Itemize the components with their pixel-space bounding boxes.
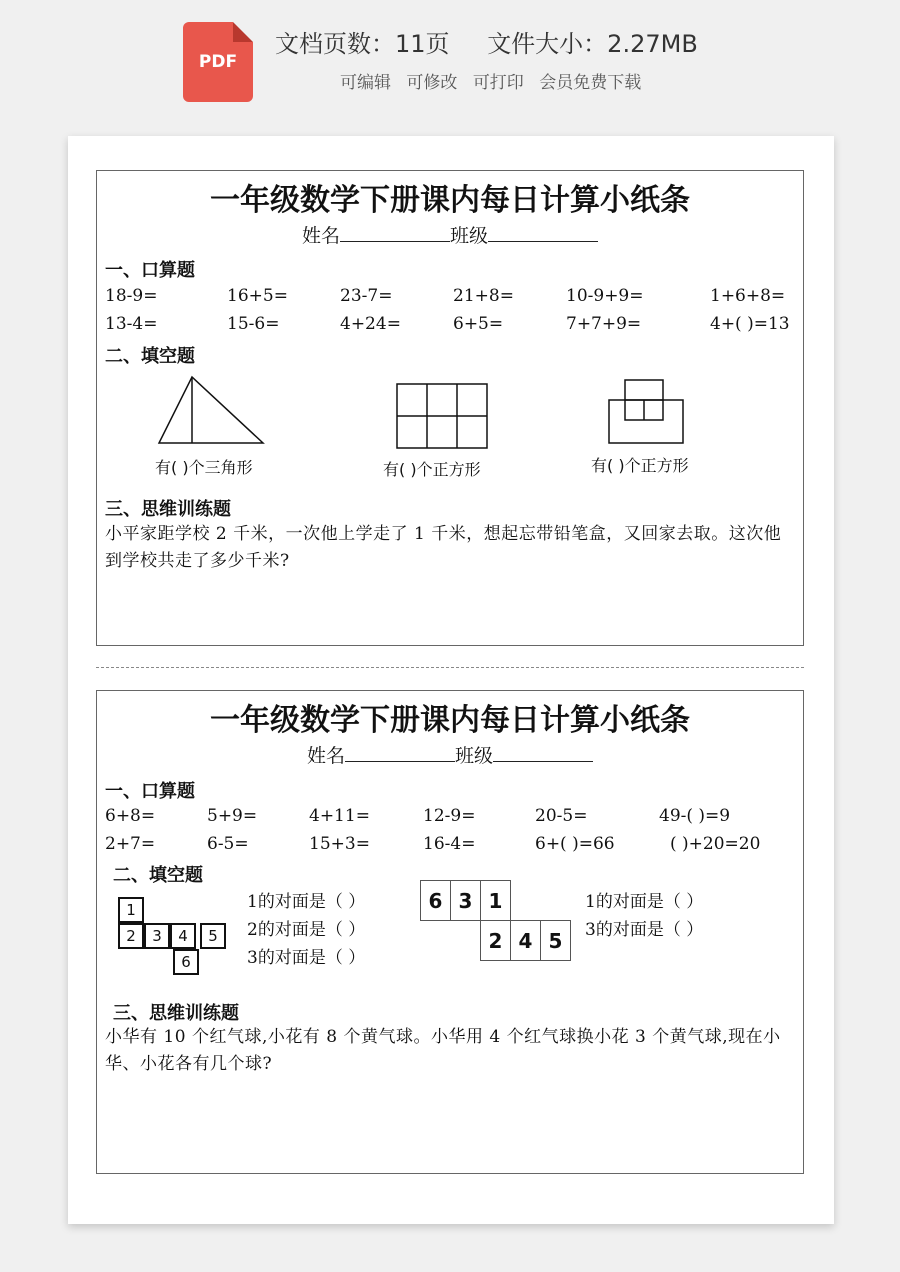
class-label: 班级	[450, 225, 489, 247]
name-label: 姓名	[306, 745, 345, 767]
face-question: 1的对面是（ ）	[585, 892, 704, 912]
overlap-squares-figure	[607, 378, 687, 446]
pdf-file-icon: PDF	[183, 22, 253, 102]
worksheet-title: 一年级数学下册课内每日计算小纸条	[210, 183, 690, 218]
equation: 4+24=	[340, 314, 401, 334]
net-cell: 4	[170, 923, 196, 949]
equation: 23-7=	[340, 286, 393, 306]
section-heading: 三、思维训练题	[113, 1003, 239, 1024]
net-cell: 6	[420, 880, 451, 921]
net-cell: 3	[144, 923, 170, 949]
face-question: 1的对面是（ ）	[247, 892, 366, 912]
name-class-line	[97, 221, 803, 248]
equation: 5+9=	[207, 806, 258, 826]
name-blank	[345, 744, 455, 762]
net-cell: 1	[480, 880, 511, 921]
figure-label: 有( )个正方形	[383, 460, 481, 479]
equation: 21+8=	[453, 286, 514, 306]
tag-modifiable: 可修改	[406, 73, 458, 93]
equation: 6+( )=66	[535, 834, 615, 854]
equation: 12-9=	[423, 806, 476, 826]
face-question: 2的对面是（ ）	[247, 920, 366, 940]
file-size: 文件大小：2.27MB	[487, 30, 698, 58]
doc-meta	[275, 24, 728, 59]
equation: 18-9=	[105, 286, 158, 306]
tag-printable: 可打印	[472, 73, 524, 93]
equation: 4+11=	[309, 806, 370, 826]
tag-editable: 可编辑	[340, 73, 391, 93]
name-class-line	[97, 741, 803, 768]
equation: 49-( )=9	[659, 806, 731, 826]
tag-member-download: 会员免费下载	[539, 73, 642, 93]
equation: 6-5=	[207, 834, 249, 854]
figure-label: 有( )个正方形	[591, 456, 689, 475]
document-page	[68, 136, 834, 1224]
class-blank	[493, 744, 593, 762]
section-heading: 二、填空题	[105, 346, 195, 367]
worksheet-1	[96, 170, 804, 646]
face-question: 3的对面是（ ）	[247, 948, 366, 968]
page-count: 文档页数：11页	[275, 30, 450, 58]
section-heading: 三、思维训练题	[105, 499, 231, 520]
equation: 6+5=	[453, 314, 504, 334]
word-problem: 小平家距学校 2 千米，一次他上学走了 1 千米，想起忘带铅笔盒，又回家去取。这次他到学校共走了多少千米?	[105, 524, 782, 571]
equation: 16-4=	[423, 834, 476, 854]
equation: 6+8=	[105, 806, 156, 826]
net-cell: 2	[118, 923, 144, 949]
worksheet-2	[96, 690, 804, 1174]
equation: 13-4=	[105, 314, 158, 334]
equation: 16+5=	[227, 286, 288, 306]
face-question: 3的对面是（ ）	[585, 920, 704, 940]
net-cell: 2	[480, 920, 511, 961]
net-cell: 5	[540, 920, 571, 961]
name-blank	[340, 224, 450, 242]
net-cell: 4	[510, 920, 541, 961]
equation: 15+3=	[309, 834, 370, 854]
name-label: 姓名	[301, 225, 340, 247]
equation: ( )+20=20	[670, 834, 761, 854]
class-blank	[488, 224, 598, 242]
equation: 20-5=	[535, 806, 588, 826]
worksheet-title: 一年级数学下册课内每日计算小纸条	[210, 703, 690, 738]
net-cell: 3	[450, 880, 481, 921]
figure-label: 有( )个三角形	[155, 458, 253, 477]
section-heading: 一、口算题	[105, 781, 195, 802]
equation: 15-6=	[227, 314, 280, 334]
equation: 4+( )=13	[710, 314, 790, 334]
section-heading: 一、口算题	[105, 260, 195, 281]
equation: 10-9+9=	[566, 286, 644, 306]
net-cell: 1	[118, 897, 144, 923]
equation: 2+7=	[105, 834, 156, 854]
triangle-figure	[155, 373, 267, 445]
class-label: 班级	[455, 745, 494, 767]
net-cell: 6	[173, 949, 199, 975]
equation: 1+6+8=	[710, 286, 786, 306]
feature-tags	[340, 68, 651, 93]
equation: 7+7+9=	[566, 314, 642, 334]
cut-line	[96, 667, 804, 668]
word-problem: 小华有 10 个红气球,小花有 8 个黄气球。小华用 4 个红气球换小花 3 个黄气球,现在小华、小花各有几个球?	[105, 1027, 781, 1074]
grid-squares-figure	[395, 382, 489, 450]
section-heading: 二、填空题	[113, 865, 203, 886]
net-cell: 5	[200, 923, 226, 949]
doc-info-header	[0, 0, 900, 130]
